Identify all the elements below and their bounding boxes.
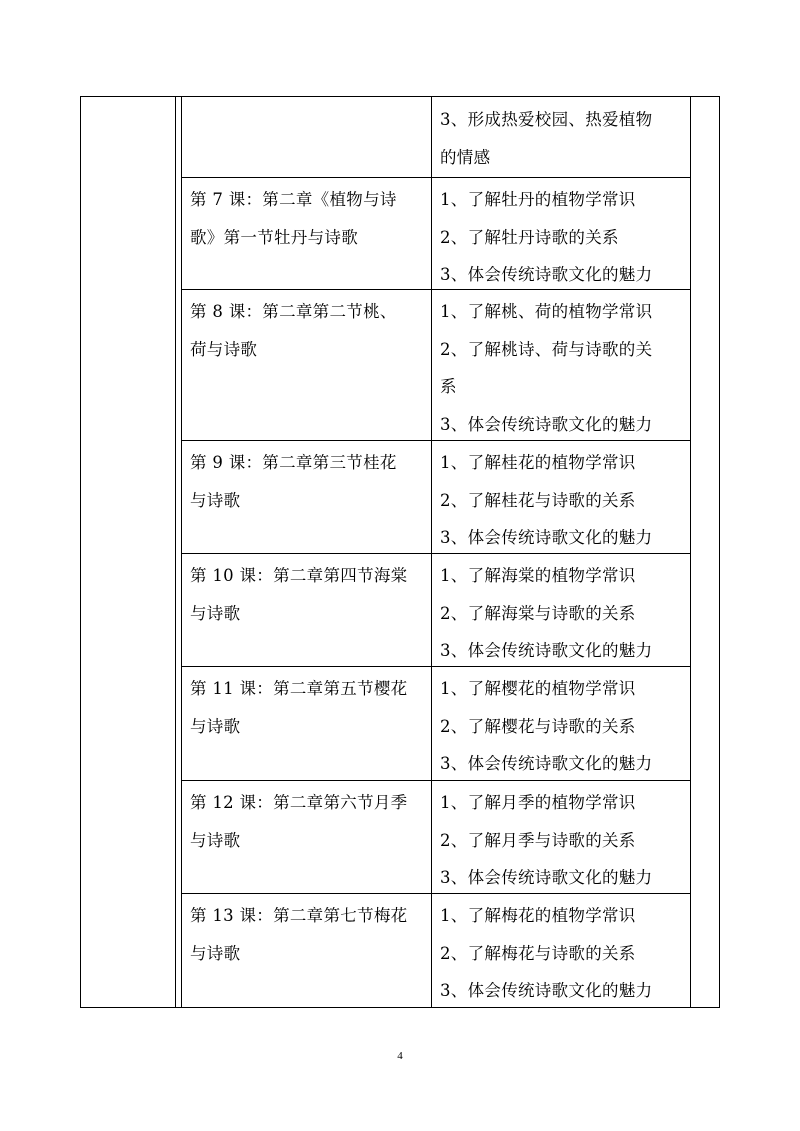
goals-cell [440, 181, 692, 294]
goal-line: 2、了解桂花与诗歌的关系 [440, 490, 636, 510]
lesson-cell [190, 181, 428, 256]
goals-cell [440, 670, 692, 783]
goal-line: 3、体会传统诗歌文化的魅力 [440, 754, 653, 774]
goal-line: 2、了解梅花与诗歌的关系 [440, 943, 636, 963]
goal-line: 2、了解牡丹诗歌的关系 [440, 227, 619, 247]
goal-line: 1、了解海棠的植物学常识 [440, 566, 636, 585]
goal-line: 3、体会传统诗歌文化的魅力 [440, 641, 653, 661]
lesson-title-line: 与诗歌 [190, 603, 241, 623]
goal-line: 1、了解牡丹的植物学常识 [440, 190, 636, 209]
goal-line: 3、形成热爱校园、热爱植物 [440, 110, 653, 129]
goal-line: 1、了解梅花的植物学常识 [440, 906, 636, 925]
lesson-title-line: 第 7 课：第二章《植物与诗 [190, 190, 397, 209]
column-divider-2 [431, 96, 432, 1008]
lesson-cell [190, 557, 428, 632]
lesson-title-line: 歌》第一节牡丹与诗歌 [190, 227, 358, 247]
lesson-title-line: 第 11 课：第二章第五节樱花 [190, 679, 408, 698]
goal-line: 3、体会传统诗歌文化的魅力 [440, 981, 653, 1001]
goal-line: 2、了解月季与诗歌的关系 [440, 830, 636, 850]
goal-line: 3、体会传统诗歌文化的魅力 [440, 868, 653, 888]
column-divider-1a [175, 96, 176, 1008]
lesson-cell [190, 293, 428, 368]
goals-cell [440, 784, 692, 897]
goal-line: 2、了解樱花与诗歌的关系 [440, 716, 636, 736]
lesson-title-line: 与诗歌 [190, 716, 241, 736]
goal-line: 1、了解樱花的植物学常识 [440, 679, 636, 698]
lesson-cell [190, 670, 428, 745]
goal-line: 系 [440, 377, 457, 397]
lesson-cell [190, 444, 428, 519]
goal-line: 1、了解桂花的植物学常识 [440, 453, 636, 472]
lesson-title-line: 第 12 课：第二章第六节月季 [190, 793, 408, 812]
goal-line: 3、体会传统诗歌文化的魅力 [440, 265, 653, 285]
lesson-title-line: 与诗歌 [190, 943, 241, 963]
lesson-title-line: 荷与诗歌 [190, 339, 258, 359]
lesson-cell [190, 897, 428, 972]
goals-cell [440, 557, 692, 670]
goal-line: 2、了解桃诗、荷与诗歌的关 [440, 339, 653, 359]
table-border-right [719, 96, 720, 1008]
goals-cell [440, 293, 692, 443]
lesson-title-line: 第 13 课：第二章第七节梅花 [190, 906, 408, 925]
lesson-title-line: 第 9 课：第二章第三节桂花 [190, 453, 397, 472]
table-border-left [80, 96, 81, 1008]
page-number: 4 [397, 1050, 403, 1062]
lesson-title-line: 第 8 课：第二章第二节桃、 [190, 302, 397, 321]
goal-line: 3、体会传统诗歌文化的魅力 [440, 414, 653, 434]
lesson-title-line: 与诗歌 [190, 490, 241, 510]
lesson-title-line: 与诗歌 [190, 830, 241, 850]
table-border-top [80, 96, 720, 97]
goal-line: 1、了解桃、荷的植物学常识 [440, 302, 653, 321]
column-divider-1b [181, 96, 182, 1008]
goals-cell [440, 444, 692, 557]
goal-line: 的情感 [440, 147, 491, 167]
goal-line: 1、了解月季的植物学常识 [440, 793, 636, 812]
row-divider [181, 177, 691, 178]
lesson-title-line: 第 10 课：第二章第四节海棠 [190, 566, 408, 585]
goal-line: 3、体会传统诗歌文化的魅力 [440, 528, 653, 548]
goal-line: 2、了解海棠与诗歌的关系 [440, 603, 636, 623]
goals-cell-continued [440, 101, 692, 176]
goals-cell [440, 897, 692, 1010]
lesson-cell [190, 784, 428, 859]
